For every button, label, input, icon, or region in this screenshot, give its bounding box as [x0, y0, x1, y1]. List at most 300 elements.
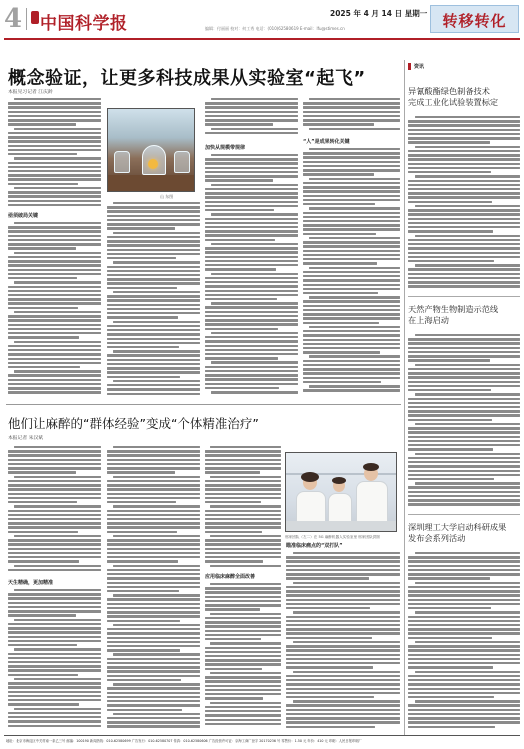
body-text-line: [8, 695, 101, 697]
body-text-line: [205, 294, 298, 296]
body-text-line: [113, 624, 200, 626]
body-text-line: [107, 725, 200, 727]
body-text-line: [415, 700, 520, 702]
body-text-line: [205, 638, 261, 640]
body-text-line: [205, 471, 260, 473]
body-text-line: [408, 688, 520, 690]
body-text-line: [107, 620, 180, 622]
body-text-line: [8, 725, 101, 727]
body-text-line: [303, 381, 381, 383]
body-text-line: [205, 179, 273, 181]
body-text-line: [107, 219, 200, 221]
body-text-line: [107, 497, 200, 499]
sidebar-item-body: [408, 552, 520, 731]
body-text-line: [408, 243, 520, 245]
body-text-line: [408, 180, 520, 182]
body-text-line: [303, 115, 400, 117]
body-text-line: [210, 505, 281, 507]
logo-mark-icon: [31, 11, 39, 24]
body-text-line: [107, 704, 200, 706]
body-text-line: [408, 666, 493, 668]
body-text-line: [303, 228, 400, 230]
body-text-line: [205, 205, 298, 207]
body-text-line: [309, 385, 400, 387]
body-text-line: [8, 560, 79, 562]
body-text-line: [8, 269, 101, 271]
second-article-subhead-3: 瞄准临床痛点的“双打队”: [286, 543, 343, 549]
body-text-line: [8, 319, 101, 321]
body-text-line: [205, 234, 298, 236]
body-text-line: [107, 354, 200, 356]
body-text-line: [107, 450, 200, 452]
body-text-line: [8, 362, 101, 364]
body-text-line: [113, 713, 200, 715]
body-text-line: [107, 215, 200, 217]
body-text-line: [408, 577, 490, 579]
sidebar-item-title: [408, 304, 498, 325]
body-text-line: [309, 237, 400, 239]
body-text-line: [8, 454, 101, 456]
body-text-line: [303, 347, 400, 349]
body-text-line: [8, 153, 77, 155]
body-text-line: [205, 218, 298, 220]
body-text-line: [303, 119, 400, 121]
body-text-line: [408, 569, 520, 571]
body-text-line: [107, 687, 200, 689]
body-text-line: [205, 374, 298, 376]
body-text-line: [408, 474, 520, 476]
body-text-line: [8, 627, 101, 629]
body-text-line: [303, 292, 378, 294]
body-text-line: [107, 484, 200, 486]
body-text-line: [107, 611, 200, 613]
body-text-line: [205, 454, 281, 456]
body-text-line: [205, 158, 298, 160]
body-text-line: [8, 480, 101, 482]
body-text-line: [408, 277, 520, 279]
body-text-line: [14, 157, 101, 159]
body-text-line: [408, 556, 520, 558]
body-text-line: [107, 282, 200, 284]
body-text-line: [415, 175, 520, 177]
body-text-line: [286, 577, 369, 579]
body-text-line: [107, 342, 200, 344]
body-text-line: [408, 573, 520, 575]
body-text-line: [303, 271, 400, 273]
sidebar-item-divider: [408, 296, 520, 297]
body-text-line: [205, 247, 298, 249]
body-text-line: [8, 539, 101, 541]
body-text-line: [8, 183, 78, 185]
body-text-line: [286, 675, 400, 677]
body-text-line: [303, 165, 400, 167]
body-text-line: [210, 565, 281, 567]
body-text-line: [107, 299, 200, 301]
body-text-line: [408, 230, 493, 232]
body-text-line: [205, 676, 281, 678]
body-text-line: [113, 202, 200, 204]
body-text-line: [205, 647, 281, 649]
body-text-line: [303, 309, 400, 311]
body-text-line: [408, 440, 520, 442]
second-article-column-3a: [205, 446, 281, 570]
body-text-line: [408, 268, 520, 270]
body-text-line: [408, 704, 520, 706]
body-text-line: [14, 708, 101, 710]
body-text-line: [303, 334, 400, 336]
body-text-line: [8, 640, 101, 642]
body-text-line: [286, 679, 400, 681]
body-text-line: [303, 288, 400, 290]
body-text-line: [309, 128, 400, 130]
body-text-line: [408, 628, 520, 630]
body-text-line: [8, 106, 101, 108]
body-text-line: [303, 220, 400, 222]
body-text-line: [8, 132, 101, 134]
body-text-line: [205, 222, 298, 224]
body-text-line: [303, 351, 380, 353]
body-text-line: [107, 227, 175, 229]
body-text-line: [309, 148, 400, 150]
body-text-line: [8, 374, 101, 376]
body-text-line: [408, 192, 520, 194]
body-text-line: [205, 651, 281, 653]
body-text-line: [8, 178, 101, 180]
body-text-line: [8, 328, 101, 330]
body-text-line: [293, 641, 400, 643]
body-text-line: [8, 387, 101, 389]
body-text-line: [8, 162, 101, 164]
body-text-line: [408, 256, 520, 258]
body-text-line: [8, 484, 101, 486]
body-text-line: [107, 325, 200, 327]
body-text-line: [107, 363, 200, 365]
body-text-line: [286, 560, 400, 562]
body-text-line: [205, 306, 298, 308]
body-text-line: [113, 565, 200, 567]
body-text-line: [14, 589, 101, 591]
body-text-line: [286, 704, 400, 706]
body-text-line: [408, 150, 520, 152]
body-text-line: [14, 565, 101, 567]
body-text-line: [211, 213, 298, 215]
body-text-line: [408, 662, 520, 664]
body-text-line: [8, 243, 101, 245]
body-text-line: [107, 278, 200, 280]
header-divider: [4, 38, 520, 40]
second-article-column-1a: [8, 446, 101, 576]
second-article-column-4: [286, 552, 400, 731]
body-text-line: [303, 254, 400, 256]
body-text-line: [286, 603, 400, 605]
sidebar-item-title-line: 天然产物生物制造示范线: [408, 304, 499, 314]
body-text-line: [408, 419, 492, 421]
body-text-line: [107, 376, 180, 378]
body-text-line: [8, 226, 101, 228]
body-text-line: [107, 696, 200, 698]
body-text-line: [14, 281, 101, 283]
body-text-line: [205, 497, 281, 499]
body-text-line: [408, 376, 520, 378]
body-text-line: [293, 700, 400, 702]
body-text-line: [286, 658, 400, 660]
body-text-line: [205, 522, 281, 524]
body-text-line: [107, 316, 178, 318]
body-text-line: [107, 223, 200, 225]
body-text-line: [408, 603, 520, 605]
body-text-line: [205, 230, 298, 232]
body-text-line: [408, 624, 520, 626]
body-text-line: [286, 569, 400, 571]
body-text-line: [408, 154, 520, 156]
body-text-line: [14, 476, 101, 478]
body-text-line: [205, 201, 298, 203]
body-text-line: [107, 615, 200, 617]
body-text-line: [408, 654, 520, 656]
body-text-line: [107, 236, 200, 238]
body-text-line: [205, 123, 273, 125]
body-text-line: [303, 275, 400, 277]
body-text-line: [286, 692, 400, 694]
main-article-column-1: [8, 98, 101, 210]
body-text-line: [205, 192, 298, 194]
body-text-line: [205, 345, 298, 347]
body-text-line: [415, 205, 520, 207]
body-text-line: [8, 653, 101, 655]
body-text-line: [8, 674, 78, 676]
body-text-line: [303, 203, 375, 205]
body-text-line: [205, 693, 281, 695]
body-text-line: [408, 599, 520, 601]
body-text-line: [205, 600, 281, 602]
body-text-line: [205, 285, 298, 287]
main-article-photo: [107, 108, 195, 192]
sidebar-item-title-line: 完成工业化试验装置标定: [408, 96, 499, 107]
body-text-line: [8, 273, 101, 275]
body-text-line: [286, 717, 400, 719]
body-text-line: [293, 611, 400, 613]
body-text-line: [408, 503, 520, 505]
body-text-line: [211, 391, 298, 393]
body-text-line: [303, 190, 400, 192]
body-text-line: [408, 213, 520, 215]
body-text-line: [286, 713, 400, 715]
body-text-line: [107, 454, 200, 456]
main-article-column-2: [107, 202, 200, 398]
body-text-line: [408, 560, 520, 562]
body-text-line: [408, 431, 520, 433]
body-text-line: [415, 552, 520, 554]
body-text-line: [205, 685, 281, 687]
body-text-line: [286, 565, 400, 567]
body-text-line: [14, 311, 101, 313]
body-text-line: [113, 594, 200, 596]
body-text-line: [8, 614, 76, 616]
body-text-line: [205, 102, 298, 104]
body-text-line: [107, 210, 200, 212]
body-text-line: [205, 323, 298, 325]
body-text-line: [408, 594, 520, 596]
body-text-line: [205, 336, 298, 338]
body-text-line: [309, 296, 400, 298]
body-text-line: [408, 188, 520, 190]
body-text-line: [205, 526, 281, 528]
body-text-line: [303, 279, 400, 281]
body-text-line: [14, 128, 101, 130]
body-text-line: [408, 285, 520, 287]
body-text-line: [113, 653, 200, 655]
body-text-line: [205, 501, 261, 503]
body-text-line: [205, 315, 298, 317]
body-text-line: [303, 250, 400, 252]
body-text-line: [107, 577, 200, 579]
body-text-line: [415, 264, 520, 266]
body-text-line: [8, 298, 101, 300]
body-text-line: [303, 241, 400, 243]
body-text-line: [205, 723, 281, 725]
body-text-line: [286, 688, 400, 690]
body-text-line: [8, 518, 101, 520]
body-text-line: [8, 597, 101, 599]
body-text-line: [415, 453, 520, 455]
body-text-line: [107, 539, 200, 541]
body-text-line: [293, 671, 400, 673]
body-text-line: [8, 543, 101, 545]
body-text-line: [205, 697, 263, 699]
body-text-line: [408, 158, 520, 160]
body-text-line: [286, 616, 400, 618]
body-text-line: [309, 178, 400, 180]
body-text-line: [8, 526, 101, 528]
body-text-line: [107, 459, 200, 461]
body-text-line: [107, 556, 200, 558]
body-text-line: [113, 291, 200, 293]
body-text-line: [286, 628, 400, 630]
body-text-line: [113, 380, 200, 382]
body-text-line: [107, 569, 200, 571]
body-text-line: [408, 607, 491, 609]
body-text-line: [408, 565, 520, 567]
body-text-line: [205, 668, 262, 670]
body-text-line: [8, 657, 101, 659]
body-text-line: [8, 315, 101, 317]
body-text-line: [205, 319, 298, 321]
body-text-line: [107, 388, 200, 390]
section-title: 转移转化: [442, 12, 507, 30]
second-article-photo-caption: 邢家团队（左二）在 5G 麻醉机器人实验室里 邢家团队供图: [285, 535, 380, 539]
section-banner: [430, 5, 519, 33]
body-text-line: [113, 446, 200, 448]
main-article-column-1b: [8, 222, 101, 398]
body-text-line: [303, 199, 400, 201]
body-text-line: [408, 359, 490, 361]
body-text-line: [107, 666, 200, 668]
body-text-line: [8, 123, 76, 125]
body-text-line: [408, 252, 520, 254]
body-text-line: [205, 111, 298, 113]
body-text-line: [408, 163, 520, 165]
body-text-line: [286, 637, 372, 639]
body-text-line: [309, 326, 400, 328]
body-text-line: [8, 170, 101, 172]
body-text-line: [286, 666, 373, 668]
body-text-line: [205, 560, 263, 562]
body-text-line: [113, 683, 200, 685]
body-text-line: [205, 256, 298, 258]
body-text-line: [205, 281, 298, 283]
article-divider: [6, 404, 401, 405]
body-text-line: [8, 247, 76, 249]
body-text-line: [408, 586, 520, 588]
body-text-line: [408, 406, 520, 408]
sidebar-item-body: [408, 116, 520, 292]
body-text-line: [8, 510, 101, 512]
body-text-line: [8, 497, 101, 499]
body-text-line: [205, 591, 281, 593]
body-text-line: [107, 510, 200, 512]
body-text-line: [408, 222, 520, 224]
body-text-line: [8, 593, 101, 595]
body-text-line: [113, 350, 200, 352]
body-text-line: [8, 366, 80, 368]
body-text-line: [205, 659, 281, 661]
body-text-line: [107, 632, 200, 634]
body-text-line: [205, 378, 298, 380]
body-text-line: [286, 599, 400, 601]
body-text-line: [205, 311, 298, 313]
body-text-line: [205, 366, 298, 368]
body-text-line: [408, 372, 520, 374]
body-text-line: [210, 476, 281, 478]
body-text-line: [408, 196, 520, 198]
body-text-line: [107, 598, 200, 600]
body-text-line: [8, 471, 76, 473]
body-text-line: [205, 488, 281, 490]
body-text-line: [8, 191, 101, 193]
body-text-line: [205, 493, 281, 495]
body-text-line: [107, 628, 200, 630]
sidebar-item-divider: [408, 514, 520, 515]
body-text-line: [415, 671, 520, 673]
body-text-line: [8, 686, 101, 688]
second-article-photo: [285, 452, 397, 532]
body-text-line: [415, 423, 520, 425]
body-text-line: [8, 569, 101, 571]
body-text-line: [113, 535, 200, 537]
body-text-line: [408, 679, 520, 681]
body-text-line: [408, 495, 520, 497]
body-text-line: [408, 171, 491, 173]
body-text-line: [286, 556, 400, 558]
body-text-line: [205, 548, 281, 550]
body-text-line: [107, 658, 200, 660]
body-text-line: [415, 364, 520, 366]
body-text-line: [205, 175, 298, 177]
body-text-line: [107, 488, 200, 490]
body-text-line: [408, 632, 520, 634]
main-article-subhead-1: 亟须破局关键: [8, 213, 39, 219]
body-text-line: [408, 184, 520, 186]
body-text-line: [303, 364, 400, 366]
body-text-line: [8, 669, 101, 671]
sidebar-item-title-line: 发布会系列活动: [408, 532, 466, 543]
body-text-line: [107, 338, 200, 340]
body-text-line: [8, 610, 101, 612]
main-article-column-3a: [205, 98, 298, 140]
body-text-line: [408, 342, 520, 344]
main-article-byline: 本报见习记者 江庆龄: [8, 90, 53, 95]
body-text-line: [303, 212, 400, 214]
